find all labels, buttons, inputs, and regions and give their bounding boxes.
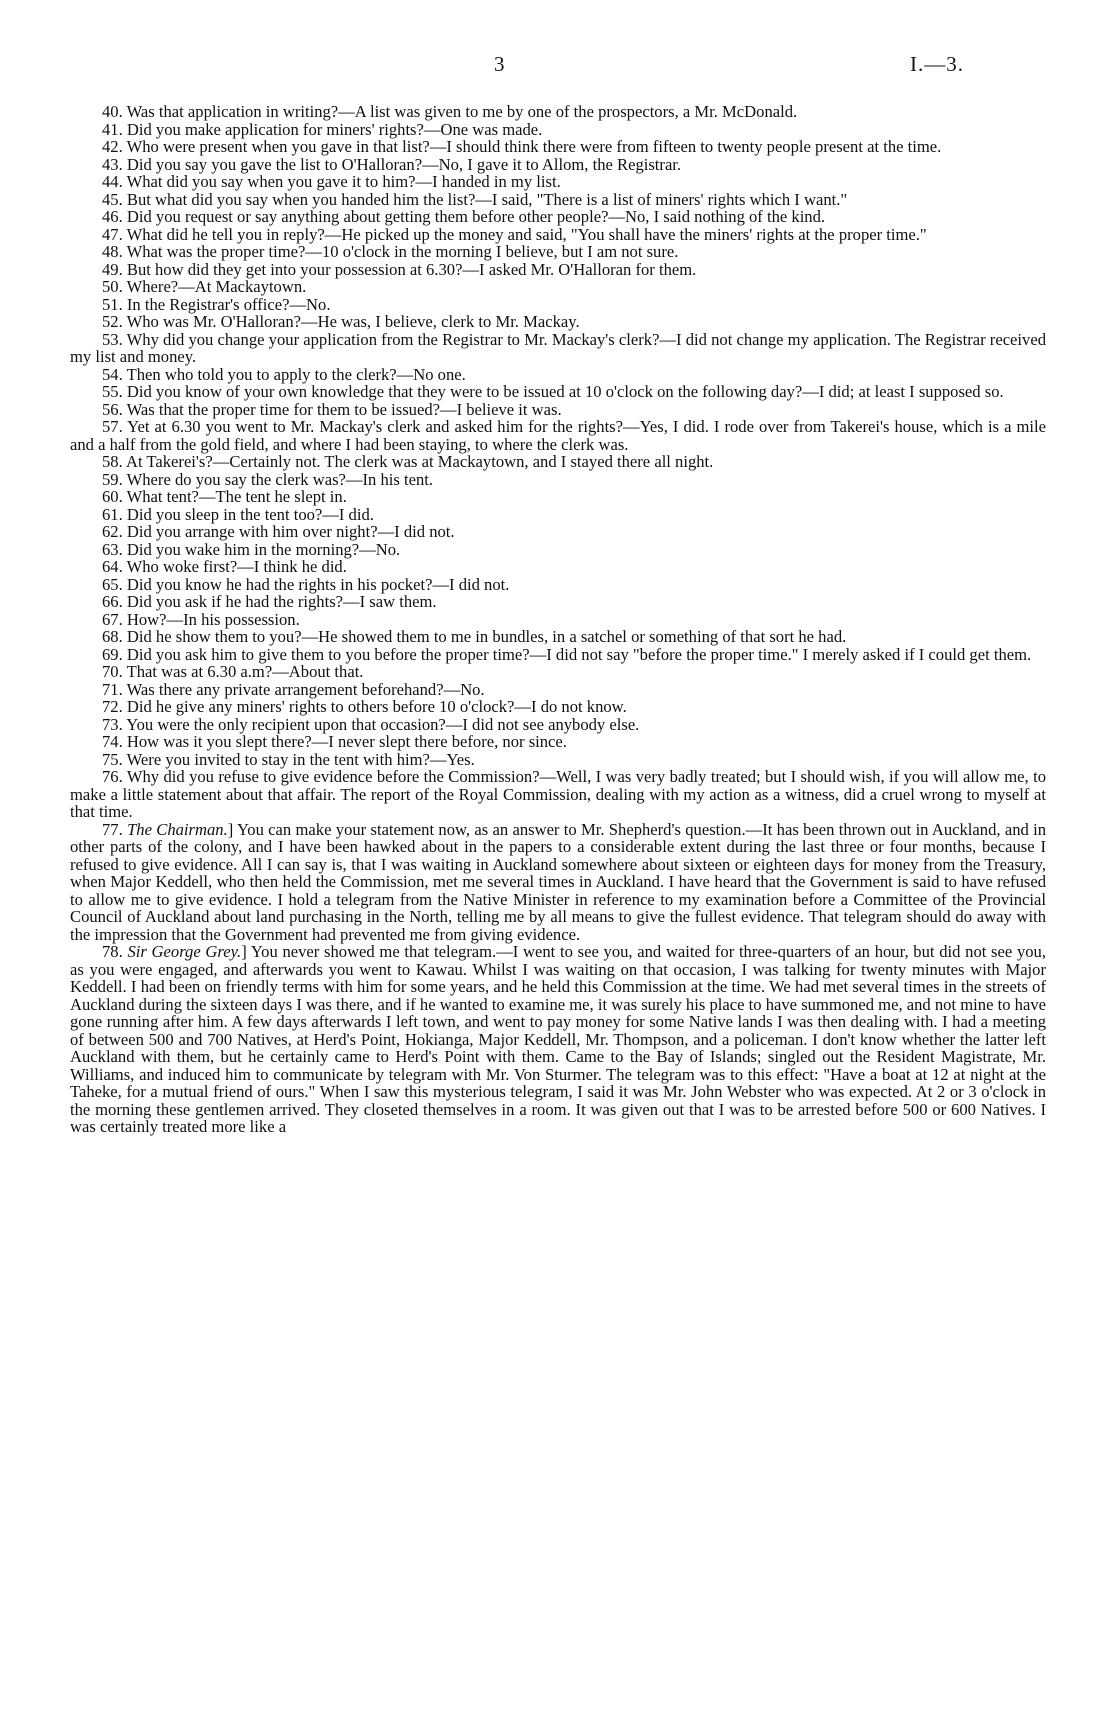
testimony-paragraph bbox=[70, 103, 1046, 121]
testimony-paragraph bbox=[70, 156, 1046, 174]
testimony-paragraph bbox=[70, 488, 1046, 506]
paragraph-text: 47. What did he tell you in reply?—He picked up the money and said, "You shall have the miners' rights at the proper time." bbox=[102, 224, 927, 244]
testimony-paragraph bbox=[70, 681, 1046, 699]
testimony-paragraph bbox=[70, 453, 1046, 471]
testimony-paragraph bbox=[70, 593, 1046, 611]
paragraph-text: 71. Was there any private arrangement beforehand?—No. bbox=[102, 679, 485, 699]
testimony-paragraph bbox=[70, 663, 1046, 681]
paragraph-text: 41. Did you make application for miners' rights?—One was made. bbox=[102, 119, 543, 139]
paragraph-text: 40. Was that application in writing?—A list was given to me by one of the prospectors, a Mr. McDonald. bbox=[102, 102, 798, 121]
testimony-paragraph bbox=[70, 523, 1046, 541]
paragraph-text: 67. How?—In his possession. bbox=[102, 609, 300, 629]
paragraph-text: 70. That was at 6.30 a.m?—About that. bbox=[102, 662, 364, 681]
testimony-paragraph bbox=[70, 278, 1046, 296]
paragraph-text: 54. Then who told you to apply to the clerk?—No one. bbox=[102, 364, 466, 384]
page-number: 3 bbox=[494, 52, 506, 76]
paragraph-number: 77. bbox=[102, 819, 128, 839]
paragraph-text: 69. Did you ask him to give them to you before the proper time?—I did not say "before the proper time." I merely asked if I could get them. bbox=[102, 644, 1032, 664]
document-reference: I.—3. bbox=[910, 52, 964, 76]
paragraph-text: 74. How was it you slept there?—I never slept there before, nor since. bbox=[102, 732, 567, 751]
paragraph-text: 61. Did you sleep in the tent too?—I did. bbox=[102, 504, 374, 524]
testimony-paragraph bbox=[70, 366, 1046, 384]
paragraph-text: 66. Did you ask if he had the rights?—I saw them. bbox=[102, 592, 437, 611]
testimony-paragraph bbox=[70, 733, 1046, 751]
paragraph-text: 72. Did he give any miners' rights to others before 10 o'clock?—I do not know. bbox=[102, 697, 627, 716]
testimony-paragraph bbox=[70, 418, 1046, 453]
testimony-paragraph bbox=[70, 611, 1046, 629]
testimony-paragraph bbox=[70, 541, 1046, 559]
testimony-paragraph bbox=[70, 751, 1046, 769]
page-header bbox=[0, 52, 1114, 82]
paragraph-text: 64. Who woke first?—I think he did. bbox=[102, 557, 347, 576]
testimony-paragraph bbox=[70, 331, 1046, 366]
testimony-paragraph bbox=[70, 698, 1046, 716]
paragraph-text: 43. Did you say you gave the list to O'Halloran?—No, I gave it to Allom, the Registrar. bbox=[102, 154, 682, 174]
testimony-paragraph bbox=[70, 576, 1046, 594]
testimony-paragraph bbox=[70, 121, 1046, 139]
testimony-paragraph bbox=[70, 208, 1046, 226]
testimony-paragraph bbox=[70, 558, 1046, 576]
paragraph-text: ] You can make your statement now, as an answer to Mr. Shepherd's question.—It has been thrown out in Auckland, and in other parts of the colony, and I have been hawked about in the papers to a considerable extent during the last three or four months, because I refused to give evidence. All I can say is, that I was waiting in Auckland somewhere about sixteen or eighteen days for money from the Treasury, when Major Keddell, who then held the Commission, met me several times in Auckland. I have heard that the Government is said to have refused to allow me to give evidence. I hold a telegram from the Native Minister in reference to my examination before a Committee of the Provincial Council of Auckland about land purchasing in the North, telling me by all means to give the fullest evidence. That telegram should do away with the impression that the Government had prevented me from giving evidence. bbox=[70, 819, 1047, 944]
paragraph-text: 60. What tent?—The tent he slept in. bbox=[102, 487, 347, 506]
testimony-paragraph bbox=[70, 943, 1046, 1136]
paragraph-text: 48. What was the proper time?—10 o'clock in the morning I believe, but I am not sure. bbox=[102, 242, 679, 261]
testimony-paragraph bbox=[70, 628, 1046, 646]
paragraph-text: 44. What did you say when you gave it to him?—I handed in my list. bbox=[102, 172, 561, 191]
paragraph-text: ] You never showed me that telegram.—I went to see you, and waited for three-quarters of an hour, but did not see you, as you were engaged, and afterwards you went to Kawau. Whilst I was waiting on that occasion, I was talking for twenty minutes with Major Keddell. I had been on friendly terms with him for some years, and he held this Commission at the time. We had met several times in the streets of Auckland during the sixteen days I was there, and if he wanted to examine me, it was surely his place to have summoned me, and not mine to have gone running after him. A few days afterwards I left town, and went to pay money for some Native lands I was then dealing with. I had a meeting of between 500 and 700 Natives, at Herd's Point, Hokianga, Major Keddell, Mr. Thompson, and a policeman. I don't know whether the latter left Auckland with them, but he certainly came to Herd's Point with them. Came to the Bay of Islands; singled out the Resident Magistrate, Mr. Williams, and induced him to communicate by telegram with Mr. Von Sturmer. The telegram was to this effect: "Have a boat at 12 at night at the Taheke, for a mutual friend of ours." When I saw this mysterious telegram, I said it was Mr. John Webster who was expected. At 2 or 3 o'clock in the morning these gentlemen arrived. They closeted themselves in a room. It was given out that I was to be arrested before 500 or 600 Natives. I was certainly treated more like a bbox=[70, 942, 1046, 1136]
paragraph-text: 76. Why did you refuse to give evidence before the Commission?—Well, I was very badly treated; but I should wish, if you will allow me, to make a little statement about that affair. The report of the Royal Commission, dealing with my action as a witness, did a cruel wrong to myself at that time. bbox=[70, 767, 1046, 821]
paragraph-text: 56. Was that the proper time for them to be issued?—I believe it was. bbox=[102, 399, 562, 419]
testimony-paragraph bbox=[70, 296, 1046, 314]
paragraph-text: 62. Did you arrange with him over night?—I did not. bbox=[102, 522, 455, 541]
paragraph-text: 58. At Takerei's?—Certainly not. The clerk was at Mackaytown, and I stayed there all night. bbox=[102, 452, 714, 471]
testimony-paragraph bbox=[70, 313, 1046, 331]
paragraph-text: 57. Yet at 6.30 you went to Mr. Mackay's clerk and asked him for the rights?—Yes, I did. I rode over from Takerei's house, which is a mile and a half from the gold field, and where I had been staying, to where the clerk was. bbox=[70, 417, 1046, 454]
paragraph-text: 55. Did you know of your own knowledge that they were to be issued at 10 o'clock on the following day?—I did; at least I supposed so. bbox=[102, 382, 1004, 401]
testimony-paragraph bbox=[70, 173, 1046, 191]
paragraph-text: 50. Where?—At Mackaytown. bbox=[102, 277, 307, 296]
testimony-paragraph bbox=[70, 768, 1046, 821]
paragraph-text: 42. Who were present when you gave in that list?—I should think there were from fifteen to twenty people present at the time. bbox=[102, 137, 942, 156]
testimony-paragraph bbox=[70, 506, 1046, 524]
body-text bbox=[70, 103, 1046, 1136]
paragraph-text: 59. Where do you say the clerk was?—In his tent. bbox=[102, 469, 434, 489]
paragraph-text: 68. Did he show them to you?—He showed them to me in bundles, in a satchel or something of that sort he had. bbox=[102, 627, 847, 646]
testimony-paragraph bbox=[70, 716, 1046, 734]
paragraph-text: 46. Did you request or say anything about getting them before other people?—No, I said nothing of the kind. bbox=[102, 207, 826, 226]
testimony-paragraph bbox=[70, 471, 1046, 489]
paragraph-text: 53. Why did you change your application from the Registrar to Mr. Mackay's clerk?—I did not change my application. The Registrar received my list and money. bbox=[70, 329, 1046, 366]
paragraph-text: 63. Did you wake him in the morning?—No. bbox=[102, 539, 401, 559]
paragraph-text: 75. Were you invited to stay in the tent with him?—Yes. bbox=[102, 749, 475, 769]
paragraph-text: 51. In the Registrar's office?—No. bbox=[102, 294, 331, 314]
testimony-paragraph bbox=[70, 191, 1046, 209]
testimony-paragraph bbox=[70, 138, 1046, 156]
testimony-paragraph bbox=[70, 821, 1046, 944]
testimony-paragraph bbox=[70, 646, 1046, 664]
testimony-paragraph bbox=[70, 401, 1046, 419]
paragraph-text: 49. But how did they get into your possession at 6.30?—I asked Mr. O'Halloran for them. bbox=[102, 259, 697, 279]
paragraph-text: 52. Who was Mr. O'Halloran?—He was, I believe, clerk to Mr. Mackay. bbox=[102, 312, 580, 331]
speaker-name: Sir George Grey. bbox=[127, 942, 242, 961]
paragraph-number: 78. bbox=[102, 942, 128, 961]
paragraph-text: 73. You were the only recipient upon that occasion?—I did not see anybody else. bbox=[102, 714, 640, 734]
testimony-paragraph bbox=[70, 243, 1046, 261]
testimony-paragraph bbox=[70, 261, 1046, 279]
speaker-name: The Chairman. bbox=[127, 819, 228, 839]
testimony-paragraph bbox=[70, 226, 1046, 244]
testimony-paragraph bbox=[70, 383, 1046, 401]
paragraph-text: 65. Did you know he had the rights in his pocket?—I did not. bbox=[102, 574, 510, 594]
paragraph-text: 45. But what did you say when you handed him the list?—I said, "There is a list of miners' rights which I want." bbox=[102, 189, 848, 209]
